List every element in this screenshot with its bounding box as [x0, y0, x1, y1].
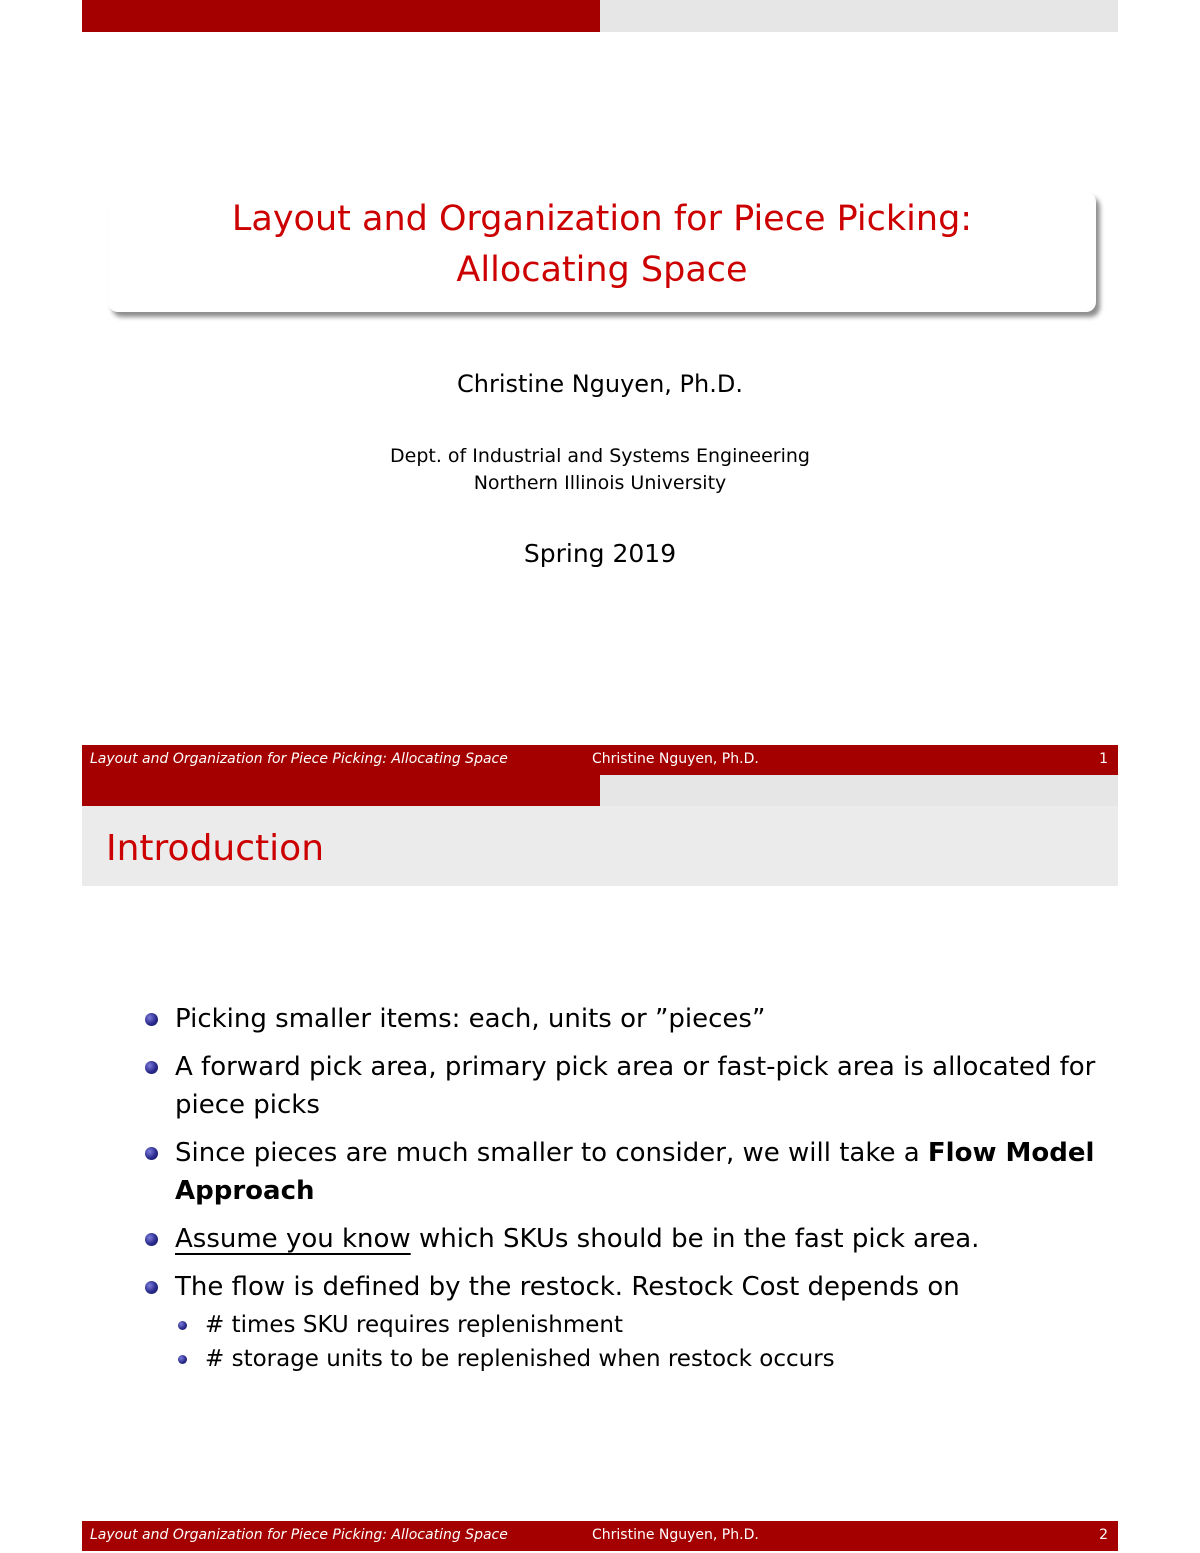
footer-slide1 — [82, 745, 1118, 775]
sub-list-item — [175, 1308, 1135, 1342]
bullet-text: Since pieces are much smaller to consider, we will take a — [175, 1138, 928, 1168]
list-item — [140, 1268, 1100, 1306]
footer-author: Christine Nguyen, Ph.D. — [592, 1527, 759, 1543]
sub-list-item — [175, 1342, 1135, 1376]
sub-bullet-list — [140, 1308, 1100, 1376]
bullet-ball-icon — [145, 1281, 158, 1294]
bullet-text: A forward pick area, primary pick area or fast-pick area is allocated for piece picks — [175, 1052, 1096, 1120]
bullet-ball-icon — [145, 1233, 158, 1246]
bullet-text: which SKUs should be in the fast pick area. — [410, 1224, 980, 1254]
institute-line2: Northern Illinois University — [473, 472, 727, 494]
list-item — [140, 1048, 1100, 1124]
header-bar-progress — [82, 0, 600, 32]
footer-page-number: 2 — [1099, 1527, 1108, 1543]
footer-title: Layout and Organization for Piece Picking: Allocating Space — [90, 1527, 508, 1543]
footer-slide2 — [82, 1521, 1118, 1551]
sub-bullet-text: # storage units to be replenished when restock occurs — [205, 1346, 835, 1372]
slide-title-line2: Allocating Space — [456, 250, 748, 290]
bullet-ball-icon — [178, 1355, 187, 1364]
bullet-underlined-text: Assume you know — [175, 1224, 411, 1254]
list-item — [140, 1000, 1100, 1038]
header-bar-remaining — [600, 0, 1118, 32]
list-item — [140, 1134, 1100, 1210]
author: Christine Nguyen, Ph.D. — [457, 370, 743, 398]
date: Spring 2019 — [523, 539, 677, 568]
footer-page-number: 1 — [1099, 751, 1108, 767]
list-item — [140, 1220, 1100, 1258]
footer-title: Layout and Organization for Piece Picking: Allocating Space — [90, 751, 508, 767]
header-bar-remaining — [600, 775, 1118, 806]
slide-title-line1: Layout and Organization for Piece Picking: — [231, 199, 973, 239]
bullet-ball-icon — [145, 1147, 158, 1160]
bullet-ball-icon — [145, 1013, 158, 1026]
bullet-text: The flow is defined by the restock. Restock Cost depends on — [175, 1272, 960, 1302]
bullet-list — [140, 1000, 1100, 1306]
bullet-text: Picking smaller items: each, units or ”pieces” — [175, 1004, 766, 1034]
bullet-ball-icon — [178, 1321, 187, 1330]
institute-line1: Dept. of Industrial and Systems Engineering — [390, 445, 810, 467]
frame-title: Introduction — [106, 828, 325, 869]
footer-author: Christine Nguyen, Ph.D. — [592, 751, 759, 767]
bullet-bold-text: Flow Model Approach — [175, 1138, 1095, 1206]
bullet-ball-icon — [145, 1061, 158, 1074]
header-bar-progress — [82, 775, 600, 806]
sub-bullet-text: # times SKU requires replenishment — [205, 1312, 624, 1338]
